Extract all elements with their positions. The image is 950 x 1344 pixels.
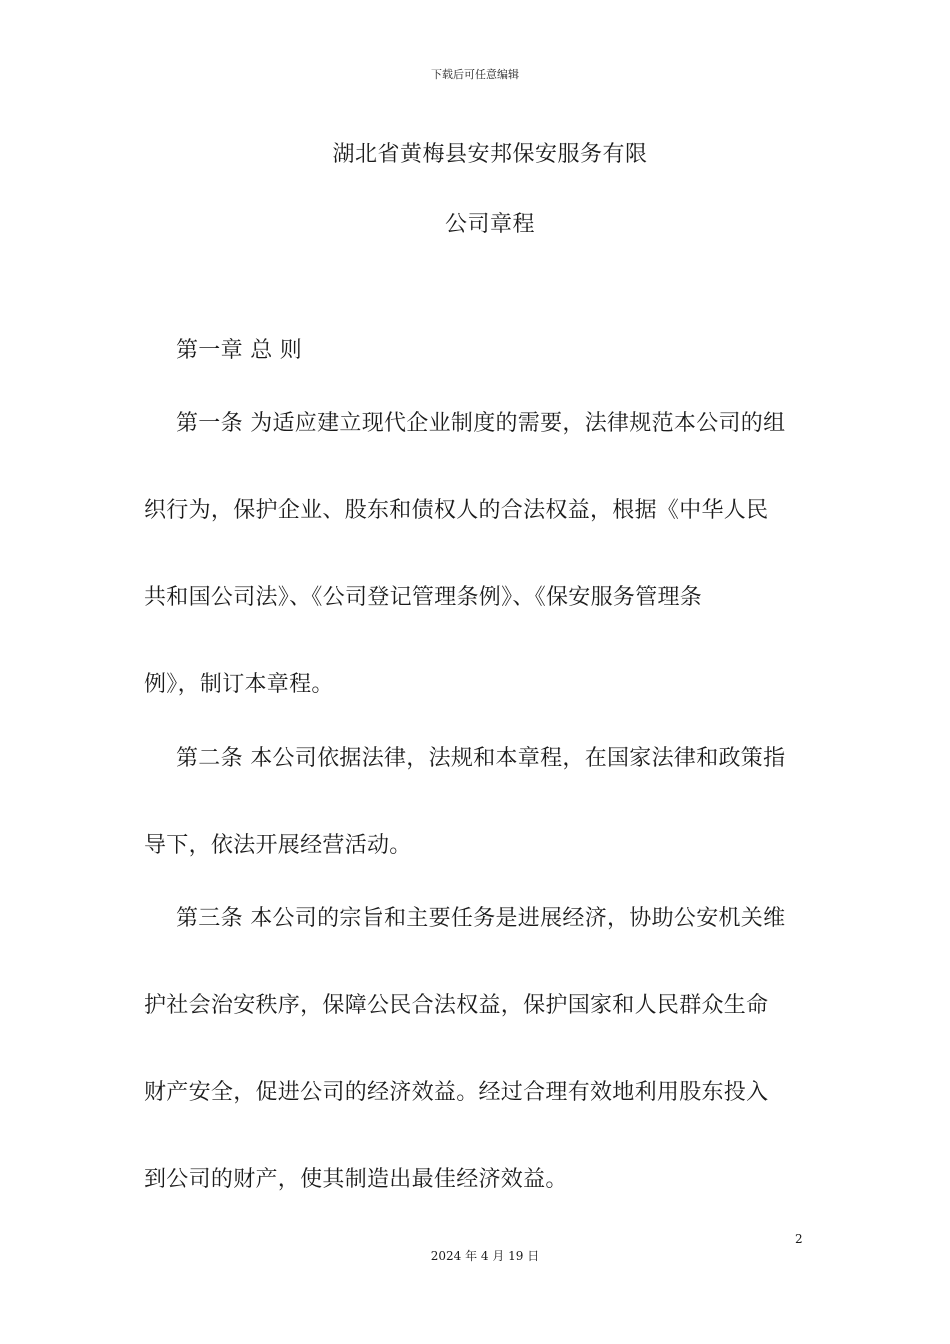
document-subtitle: 公司章程	[444, 212, 535, 237]
footer-date: 2024 年 4 月 19 日	[430, 1249, 540, 1263]
article-3-line-2: 护社会治安秩序，保障公民合法权益，保护国家和人民群众生命	[144, 993, 769, 1018]
header-note: 下载后可任意编辑	[431, 68, 519, 81]
article-3-line-3: 财产安全，促进公司的经济效益。经过合理有效地利用股东投入	[144, 1080, 769, 1105]
document-title: 湖北省黄梅县安邦保安服务有限	[332, 142, 648, 167]
chapter-heading: 第一章 总 则	[176, 338, 303, 363]
article-3-line-1: 第三条 本公司的宗旨和主要任务是进展经济，协助公安机关维	[176, 906, 786, 931]
article-2-line-1: 第二条 本公司依据法律，法规和本章程，在国家法律和政策指	[176, 746, 786, 771]
article-1-line-3: 共和国公司法》、《公司登记管理条例》、《保安服务管理条	[144, 585, 703, 610]
article-1-line-2: 织行为，保护企业、股东和债权人的合法权益，根据《中华人民	[144, 498, 769, 523]
article-1-line-4: 例》，制订本章程。	[144, 672, 334, 697]
article-3-line-4: 到公司的财产，使其制造出最佳经济效益。	[144, 1167, 568, 1192]
article-1-line-1: 第一条 为适应建立现代企业制度的需要，法律规范本公司的组	[176, 411, 786, 436]
page-number: 2	[795, 1232, 803, 1246]
article-2-line-2: 导下，依法开展经营活动。	[144, 833, 412, 858]
